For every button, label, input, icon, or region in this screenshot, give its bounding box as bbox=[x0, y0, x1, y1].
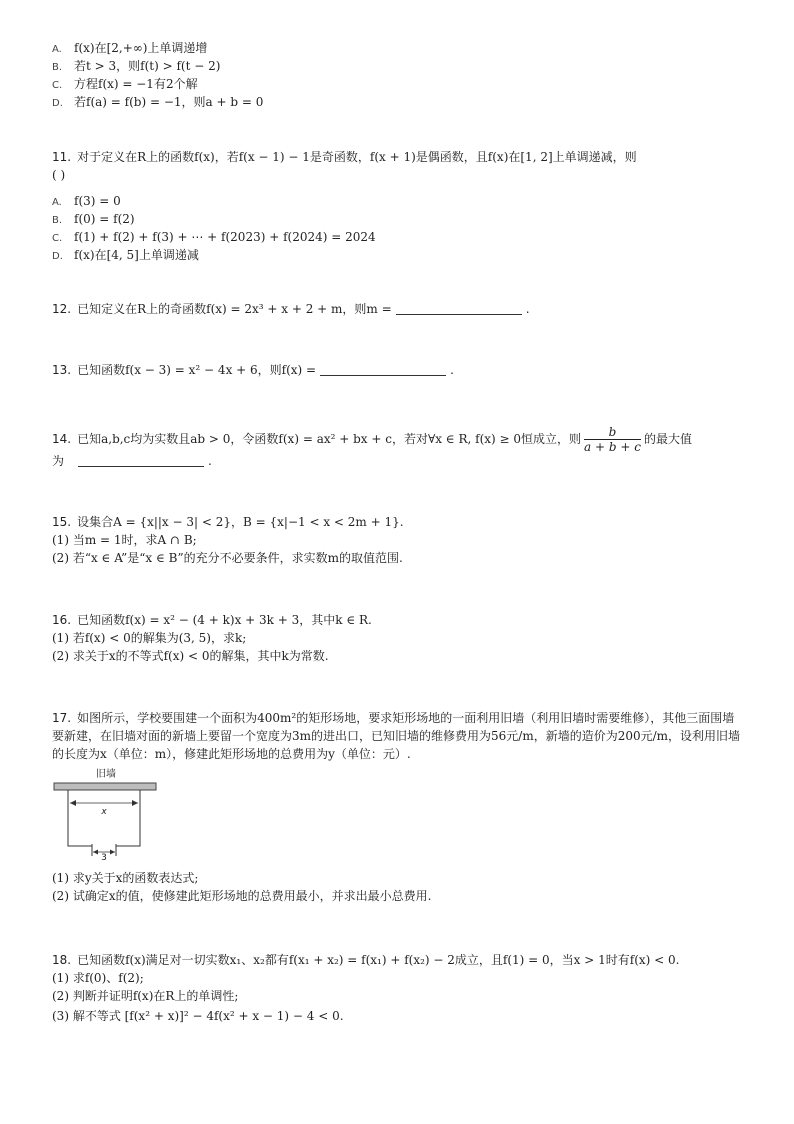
x-label: x bbox=[101, 807, 107, 817]
q10-option-d: D. 若f(a) = f(b) = −1，则a + b = 0 bbox=[52, 95, 264, 109]
q15-part-1: (1) 当m = 1时，求A ∩ B; bbox=[52, 533, 197, 547]
q12-stem: 12. 已知定义在R上的奇函数f(x) = 2x³ + x + 2 + m，则m = . bbox=[52, 302, 530, 316]
q10-option-a: A. f(x)在[2,+∞)上单调递增 bbox=[52, 41, 208, 55]
q11-answer-paren: ( ) bbox=[52, 168, 66, 182]
q16-part-2: (2) 求关于x的不等式f(x) < 0的解集，其中k为常数. bbox=[52, 649, 329, 663]
q10-option-b: B. 若t > 3，则f(t) > f(t − 2) bbox=[52, 59, 221, 73]
q18-part-3: (3) 解不等式 [f(x² + x)]² − 4f(x² + x − 1) − 4 < 0. bbox=[52, 1009, 344, 1023]
old-wall bbox=[54, 783, 156, 790]
q17-line-1: 17. 如图所示，学校要围建一个面积为400m²的矩形场地，要求矩形场地的一面利用旧墙（利用旧墙时需要维修），其他三面围墙 bbox=[52, 711, 735, 725]
q15-part-2: (2) 若“x ∈ A”是“x ∈ B”的充分不必要条件，求实数m的取值范围. bbox=[52, 551, 403, 565]
q16-part-1: (1) 若f(x) < 0的解集为(3, 5)，求k; bbox=[52, 631, 247, 645]
q18-part-2: (2) 判断并证明f(x)在R上的单调性; bbox=[52, 989, 239, 1003]
gap-label: 3 bbox=[101, 853, 107, 860]
q17-line-2: 要新建，在旧墙对面的新墙上要留一个宽度为3m的进出口，已知旧墙的维修费用为56元/m，新墙的造价为200元/m，设利用旧墙 bbox=[52, 729, 741, 743]
q12-answer-blank[interactable] bbox=[396, 302, 522, 315]
q14-fraction: $\frac{b}{a + b + c}$ bbox=[584, 425, 641, 454]
q13-answer-blank[interactable] bbox=[320, 363, 446, 376]
q11-option-d: D. f(x)在[4, 5]上单调递减 bbox=[52, 248, 199, 262]
q16-stem: 16. 已知函数f(x) = x² − (4 + k)x + 3k + 3，其中k ∈ R. bbox=[52, 613, 372, 627]
q14-answer-blank[interactable] bbox=[78, 454, 204, 467]
wall-label: 旧墙 bbox=[96, 769, 116, 780]
q10-option-c: C. 方程f(x) = −1有2个解 bbox=[52, 77, 198, 91]
q13-stem: 13. 已知函数f(x − 3) = x² − 4x + 6，则f(x) = . bbox=[52, 363, 454, 377]
q18-stem: 18. 已知函数f(x)满足对一切实数x₁、x₂都有f(x₁ + x₂) = f(x₁) + f(x₂) − 2成立，且f(1) = 0，当x > 1时有f(x) < 0. bbox=[52, 953, 680, 967]
q17-figure bbox=[50, 766, 162, 860]
q14-line2: 为 . bbox=[52, 454, 212, 468]
new-wall-right bbox=[116, 790, 140, 846]
q11-stem: 11. 对于定义在R上的函数f(x)，若f(x − 1) − 1是奇函数，f(x + 1)是偶函数，且f(x)在[1, 2]上单调递减，则 bbox=[52, 150, 637, 164]
q17-line-3: 的长度为x（单位：m），修建此矩形场地的总费用为y（单位：元）. bbox=[52, 747, 411, 761]
q14-stem: 14. 已知a,b,c均为实数且ab > 0，令函数f(x) = ax² + bx + c，若对∀x ∈ R, f(x) ≥ 0恒成立，则 $\frac{b}{a + b + c}$ 的最大值 bbox=[52, 425, 692, 454]
q17-part-2: (2) 试确定x的值，使修建此矩形场地的总费用最小，并求出最小总费用. bbox=[52, 889, 432, 903]
new-wall-left bbox=[68, 790, 92, 846]
q15-stem: 15. 设集合A = {x||x − 3| < 2}，B = {x|−1 < x < 2m + 1}. bbox=[52, 515, 404, 529]
q11-option-c: C. f(1) + f(2) + f(3) + ⋯ + f(2023) + f(2024) = 2024 bbox=[52, 230, 376, 244]
q11-option-b: B. f(0) = f(2) bbox=[52, 212, 135, 226]
q18-part-1: (1) 求f(0)、f(2); bbox=[52, 971, 144, 985]
q11-option-a: A. f(3) = 0 bbox=[52, 194, 121, 208]
q17-part-1: (1) 求y关于x的函数表达式; bbox=[52, 871, 199, 885]
